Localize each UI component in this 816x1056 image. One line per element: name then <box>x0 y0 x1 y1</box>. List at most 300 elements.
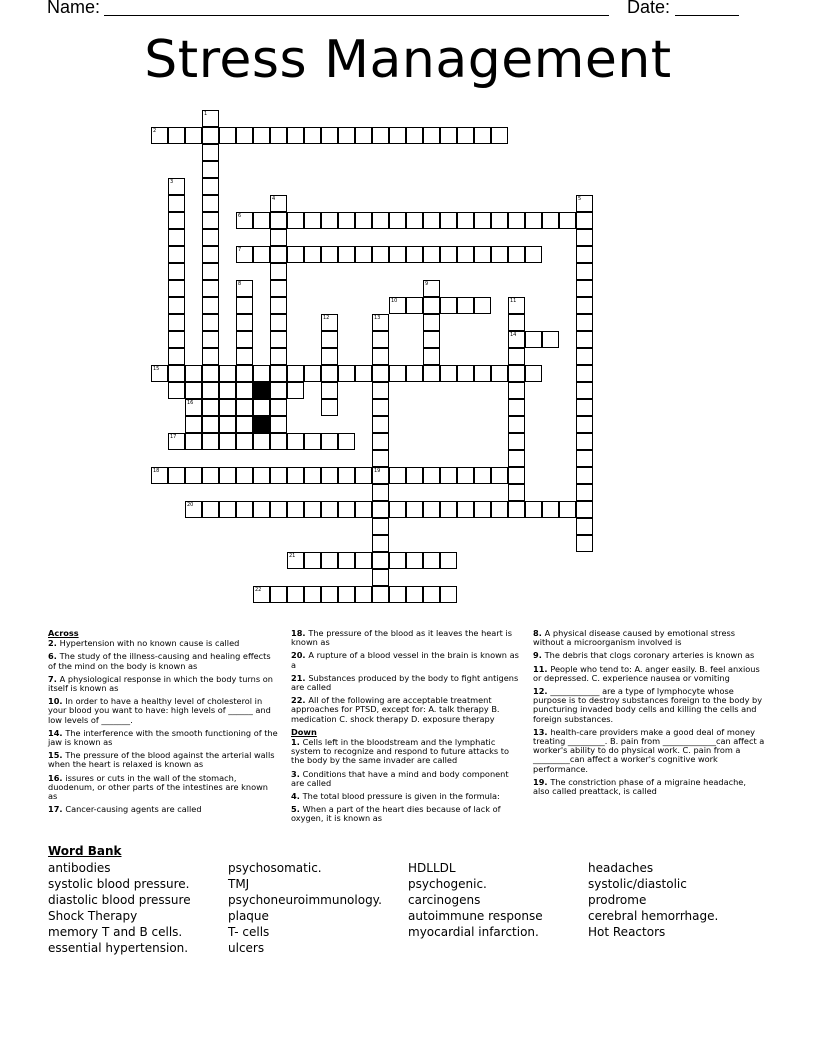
grid-cell[interactable] <box>321 467 338 484</box>
grid-cell[interactable] <box>406 467 423 484</box>
grid-cell[interactable] <box>168 263 185 280</box>
grid-cell[interactable] <box>304 501 321 518</box>
grid-cell[interactable] <box>423 365 440 382</box>
grid-cell[interactable] <box>406 501 423 518</box>
grid-cell[interactable] <box>236 501 253 518</box>
grid-cell[interactable] <box>355 127 372 144</box>
grid-cell[interactable] <box>202 382 219 399</box>
grid-cell[interactable] <box>321 382 338 399</box>
clue-number: 6. <box>48 651 60 662</box>
grid-cell[interactable] <box>440 297 457 314</box>
grid-cell[interactable] <box>389 246 406 263</box>
cell-number: 3 <box>170 179 174 185</box>
grid-cell[interactable] <box>440 212 457 229</box>
grid-cell[interactable] <box>270 127 287 144</box>
grid-cell[interactable] <box>253 212 270 229</box>
grid-cell[interactable] <box>202 365 219 382</box>
grid-cell[interactable] <box>508 365 525 382</box>
grid-cell[interactable] <box>219 399 236 416</box>
grid-cell[interactable] <box>202 331 219 348</box>
grid-cell[interactable] <box>508 484 525 501</box>
grid-cell[interactable] <box>321 433 338 450</box>
grid-cell[interactable] <box>440 586 457 603</box>
grid-cell[interactable] <box>168 195 185 212</box>
grid-cell[interactable] <box>270 348 287 365</box>
grid-cell[interactable] <box>270 433 287 450</box>
grid-cell[interactable] <box>287 501 304 518</box>
grid-cell[interactable] <box>355 365 372 382</box>
grid-cell[interactable] <box>440 467 457 484</box>
grid-cell[interactable] <box>372 365 389 382</box>
grid-cell[interactable] <box>304 467 321 484</box>
grid-cell[interactable] <box>576 348 593 365</box>
grid-cell[interactable] <box>185 416 202 433</box>
grid-cell[interactable] <box>542 501 559 518</box>
grid-cell[interactable] <box>202 195 219 212</box>
grid-cell[interactable] <box>253 586 270 603</box>
grid-cell[interactable] <box>508 382 525 399</box>
grid-cell[interactable] <box>508 399 525 416</box>
grid-cell[interactable] <box>185 382 202 399</box>
grid-cell[interactable] <box>219 127 236 144</box>
grid-cell[interactable] <box>151 127 168 144</box>
grid-cell[interactable] <box>389 501 406 518</box>
grid-cell[interactable] <box>270 586 287 603</box>
cell-number: 13 <box>374 315 381 321</box>
grid-cell[interactable] <box>270 246 287 263</box>
grid-cell[interactable] <box>236 331 253 348</box>
grid-cell[interactable] <box>423 501 440 518</box>
grid-cell[interactable] <box>253 365 270 382</box>
grid-cell[interactable] <box>338 127 355 144</box>
grid-cell[interactable] <box>202 229 219 246</box>
grid-cell[interactable] <box>406 586 423 603</box>
grid-cell[interactable] <box>508 331 525 348</box>
grid-cell[interactable] <box>389 467 406 484</box>
grid-cell[interactable] <box>372 586 389 603</box>
grid-cell[interactable] <box>508 501 525 518</box>
grid-cell[interactable] <box>338 586 355 603</box>
grid-cell[interactable] <box>372 467 389 484</box>
grid-cell[interactable] <box>202 501 219 518</box>
grid-cell[interactable] <box>576 416 593 433</box>
grid-cell[interactable] <box>576 518 593 535</box>
grid-cell[interactable] <box>508 297 525 314</box>
grid-cell[interactable] <box>168 348 185 365</box>
grid-cell[interactable] <box>236 382 253 399</box>
grid-cell[interactable] <box>321 365 338 382</box>
grid-cell[interactable] <box>168 433 185 450</box>
grid-cell[interactable] <box>270 314 287 331</box>
grid-cell[interactable] <box>372 127 389 144</box>
grid-cell[interactable] <box>457 365 474 382</box>
clue <box>48 805 278 814</box>
grid-cell[interactable] <box>338 433 355 450</box>
grid-cell[interactable] <box>576 484 593 501</box>
cell-number: 15 <box>153 366 160 372</box>
grid-cell[interactable] <box>525 365 542 382</box>
grid-cell[interactable] <box>406 365 423 382</box>
grid-cell[interactable] <box>423 212 440 229</box>
grid-cell[interactable] <box>372 501 389 518</box>
word-bank-item: psychogenic. <box>408 877 487 891</box>
grid-cell[interactable] <box>185 433 202 450</box>
grid-cell[interactable] <box>202 144 219 161</box>
grid-cell[interactable] <box>423 331 440 348</box>
grid-cell[interactable] <box>457 467 474 484</box>
clue-text: All of the following are acceptable treatment approaches for PTSD, except for: A. talk therapy B. medication C. shock therapy D. exposure therapy <box>291 695 500 724</box>
grid-cell[interactable] <box>525 246 542 263</box>
grid-cell[interactable] <box>168 467 185 484</box>
cell-number: 12 <box>323 315 330 321</box>
grid-cell[interactable] <box>491 212 508 229</box>
grid-cell[interactable] <box>508 246 525 263</box>
grid-cell[interactable] <box>508 212 525 229</box>
grid-cell[interactable] <box>202 399 219 416</box>
grid-cell[interactable] <box>338 501 355 518</box>
grid-cell[interactable] <box>423 127 440 144</box>
grid-cell[interactable] <box>559 501 576 518</box>
grid-cell[interactable] <box>389 586 406 603</box>
grid-cell[interactable] <box>372 212 389 229</box>
grid-cell[interactable] <box>304 365 321 382</box>
grid-cell[interactable] <box>372 416 389 433</box>
grid-cell[interactable] <box>304 246 321 263</box>
grid-cell[interactable] <box>355 246 372 263</box>
grid-cell[interactable] <box>406 127 423 144</box>
grid-cell[interactable] <box>372 399 389 416</box>
grid-cell[interactable] <box>270 416 287 433</box>
word-bank-item: myocardial infarction. <box>408 925 539 939</box>
grid-cell[interactable] <box>576 331 593 348</box>
grid-cell[interactable] <box>474 365 491 382</box>
grid-cell[interactable] <box>321 552 338 569</box>
grid-cell[interactable] <box>236 433 253 450</box>
grid-cell[interactable] <box>304 127 321 144</box>
grid-cell[interactable] <box>355 552 372 569</box>
grid-cell[interactable] <box>270 297 287 314</box>
grid-cell[interactable] <box>474 246 491 263</box>
grid-cell[interactable] <box>236 348 253 365</box>
grid-cell[interactable] <box>338 212 355 229</box>
clue-text: Hypertension with no known cause is called <box>59 638 240 649</box>
grid-cell[interactable] <box>304 212 321 229</box>
grid-cell[interactable] <box>372 552 389 569</box>
grid-cell[interactable] <box>219 467 236 484</box>
grid-cell[interactable] <box>321 127 338 144</box>
clue-number: 1. <box>291 737 303 748</box>
grid-cell[interactable] <box>321 246 338 263</box>
grid-cell[interactable] <box>168 314 185 331</box>
grid-cell[interactable] <box>168 246 185 263</box>
grid-cell[interactable] <box>270 229 287 246</box>
grid-cell[interactable] <box>287 246 304 263</box>
grid-cell[interactable] <box>287 467 304 484</box>
grid-cell[interactable] <box>202 348 219 365</box>
grid-cell[interactable] <box>576 195 593 212</box>
grid-cell[interactable] <box>236 467 253 484</box>
grid-cell[interactable] <box>576 450 593 467</box>
grid-cell[interactable] <box>474 212 491 229</box>
grid-cell[interactable] <box>253 246 270 263</box>
grid-cell[interactable] <box>236 365 253 382</box>
grid-cell[interactable] <box>185 127 202 144</box>
grid-cell[interactable] <box>389 297 406 314</box>
grid-cell[interactable] <box>338 467 355 484</box>
grid-cell[interactable] <box>202 178 219 195</box>
grid-cell[interactable] <box>321 501 338 518</box>
grid-cell[interactable] <box>372 314 389 331</box>
grid-cell[interactable] <box>576 314 593 331</box>
grid-cell[interactable] <box>389 552 406 569</box>
grid-cell[interactable] <box>253 467 270 484</box>
grid-cell[interactable] <box>202 246 219 263</box>
grid-cell[interactable] <box>168 212 185 229</box>
grid-cell[interactable] <box>304 552 321 569</box>
grid-cell[interactable] <box>576 229 593 246</box>
grid-cell[interactable] <box>423 467 440 484</box>
grid-cell[interactable] <box>202 212 219 229</box>
grid-cell[interactable] <box>202 127 219 144</box>
clue <box>291 696 523 724</box>
grid-cell[interactable] <box>185 365 202 382</box>
grid-cell[interactable] <box>185 467 202 484</box>
grid-cell[interactable] <box>525 212 542 229</box>
clue-heading: Down <box>291 726 317 737</box>
grid-cell[interactable] <box>338 246 355 263</box>
grid-cell[interactable] <box>372 450 389 467</box>
grid-cell[interactable] <box>151 467 168 484</box>
grid-cell[interactable] <box>372 484 389 501</box>
grid-cell[interactable] <box>542 331 559 348</box>
grid-cell[interactable] <box>219 382 236 399</box>
grid-cell[interactable] <box>508 416 525 433</box>
grid-cell[interactable] <box>236 314 253 331</box>
grid-cell[interactable] <box>338 552 355 569</box>
grid-cell[interactable] <box>287 552 304 569</box>
word-bank-item: psychoneuroimmunology. <box>228 893 382 907</box>
grid-cell[interactable] <box>576 399 593 416</box>
word-bank-item: diastolic blood pressure <box>48 893 191 907</box>
grid-cell[interactable] <box>389 127 406 144</box>
grid-cell[interactable] <box>372 348 389 365</box>
grid-cell[interactable] <box>457 246 474 263</box>
grid-cell[interactable] <box>576 263 593 280</box>
grid-cell[interactable] <box>168 365 185 382</box>
grid-cell[interactable] <box>270 382 287 399</box>
grid-cell[interactable] <box>287 365 304 382</box>
grid-cell[interactable] <box>270 195 287 212</box>
grid-cell[interactable] <box>202 263 219 280</box>
grid-cell[interactable] <box>423 246 440 263</box>
grid-cell[interactable] <box>236 246 253 263</box>
grid-cell[interactable] <box>236 127 253 144</box>
grid-cell[interactable] <box>525 331 542 348</box>
grid-cell[interactable] <box>508 450 525 467</box>
grid-cell[interactable] <box>423 280 440 297</box>
word-bank-column-2 <box>228 860 382 956</box>
grid-cell[interactable] <box>423 314 440 331</box>
grid-cell[interactable] <box>287 212 304 229</box>
grid-cell[interactable] <box>372 246 389 263</box>
grid-cell[interactable] <box>559 212 576 229</box>
grid-cell[interactable] <box>219 433 236 450</box>
grid-cell[interactable] <box>321 348 338 365</box>
grid-cell[interactable] <box>321 314 338 331</box>
grid-cell[interactable] <box>457 297 474 314</box>
grid-cell[interactable] <box>355 212 372 229</box>
clue <box>533 778 765 796</box>
grid-cell[interactable] <box>474 501 491 518</box>
clue-text: The total blood pressure is given in the formula: <box>302 791 500 802</box>
grid-cell[interactable] <box>508 348 525 365</box>
grid-cell[interactable] <box>270 501 287 518</box>
grid-cell[interactable] <box>168 229 185 246</box>
grid-cell[interactable] <box>253 433 270 450</box>
grid-cell[interactable] <box>202 280 219 297</box>
grid-cell[interactable] <box>372 433 389 450</box>
clue-text: ____________ are a type of lymphocyte whose purpose is to destroy substances foreign to the body by puncturing invaded body cells and killing the cells and foreign substances. <box>533 686 763 724</box>
grid-cell[interactable] <box>270 263 287 280</box>
grid-cell[interactable] <box>304 433 321 450</box>
grid-cell[interactable] <box>406 297 423 314</box>
grid-cell[interactable] <box>185 501 202 518</box>
grid-cell[interactable] <box>202 416 219 433</box>
grid-cell[interactable] <box>389 212 406 229</box>
grid-cell[interactable] <box>202 314 219 331</box>
grid-cell[interactable] <box>270 467 287 484</box>
grid-cell[interactable] <box>202 433 219 450</box>
grid-cell[interactable] <box>576 433 593 450</box>
grid-cell[interactable] <box>576 297 593 314</box>
grid-cell[interactable] <box>168 178 185 195</box>
grid-cell[interactable] <box>423 586 440 603</box>
grid-cell[interactable] <box>270 280 287 297</box>
grid-cell[interactable] <box>508 433 525 450</box>
grid-cell[interactable] <box>270 365 287 382</box>
grid-cell[interactable] <box>355 467 372 484</box>
grid-cell[interactable] <box>236 416 253 433</box>
grid-cell[interactable] <box>236 399 253 416</box>
grid-cell[interactable] <box>389 365 406 382</box>
grid-cell[interactable] <box>576 280 593 297</box>
grid-cell[interactable] <box>423 348 440 365</box>
grid-cell[interactable] <box>423 552 440 569</box>
grid-cell[interactable] <box>151 365 168 382</box>
grid-cell[interactable] <box>270 331 287 348</box>
grid-cell[interactable] <box>457 501 474 518</box>
grid-cell[interactable] <box>576 535 593 552</box>
grid-cell[interactable] <box>491 246 508 263</box>
grid-cell[interactable] <box>423 297 440 314</box>
grid-cell[interactable] <box>372 535 389 552</box>
grid-cell[interactable] <box>372 331 389 348</box>
grid-cell[interactable] <box>576 501 593 518</box>
word-bank-item: Shock Therapy <box>48 909 138 923</box>
grid-cell[interactable] <box>440 365 457 382</box>
grid-cell[interactable] <box>457 127 474 144</box>
grid-cell[interactable] <box>576 212 593 229</box>
grid-cell[interactable] <box>508 314 525 331</box>
grid-cell[interactable] <box>491 365 508 382</box>
grid-cell[interactable] <box>576 365 593 382</box>
grid-cell[interactable] <box>406 246 423 263</box>
grid-cell[interactable] <box>491 467 508 484</box>
grid-cell[interactable] <box>287 127 304 144</box>
grid-cell[interactable] <box>202 110 219 127</box>
grid-cell[interactable] <box>236 280 253 297</box>
grid-cell[interactable] <box>168 280 185 297</box>
grid-cell[interactable] <box>542 212 559 229</box>
grid-cell[interactable] <box>236 212 253 229</box>
grid-cell[interactable] <box>406 212 423 229</box>
grid-cell[interactable] <box>168 382 185 399</box>
grid-cell[interactable] <box>287 433 304 450</box>
grid-cell[interactable] <box>474 297 491 314</box>
grid-cell[interactable] <box>236 297 253 314</box>
grid-cell[interactable] <box>372 518 389 535</box>
grid-cell[interactable] <box>270 399 287 416</box>
grid-cell[interactable] <box>491 127 508 144</box>
grid-cell[interactable] <box>355 586 372 603</box>
grid-cell[interactable] <box>321 331 338 348</box>
clue-number: 3. <box>291 768 303 779</box>
grid-cell[interactable] <box>355 501 372 518</box>
clue-number: 10. <box>48 696 66 707</box>
grid-cell[interactable] <box>372 382 389 399</box>
grid-cell[interactable] <box>440 127 457 144</box>
grid-cell[interactable] <box>474 467 491 484</box>
grid-cell[interactable] <box>168 127 185 144</box>
grid-cell[interactable] <box>219 416 236 433</box>
grid-cell[interactable] <box>474 127 491 144</box>
grid-cell[interactable] <box>287 382 304 399</box>
grid-cell[interactable] <box>491 501 508 518</box>
grid-cell[interactable] <box>270 212 287 229</box>
grid-cell[interactable] <box>338 365 355 382</box>
grid-cell[interactable] <box>321 399 338 416</box>
grid-cell[interactable] <box>321 586 338 603</box>
grid-cell[interactable] <box>304 586 321 603</box>
grid-cell[interactable] <box>202 161 219 178</box>
grid-cell[interactable] <box>440 501 457 518</box>
word-bank-item: autoimmune response <box>408 909 543 923</box>
grid-cell[interactable] <box>372 569 389 586</box>
grid-cell[interactable] <box>219 365 236 382</box>
grid-cell[interactable] <box>440 552 457 569</box>
grid-cell[interactable] <box>202 297 219 314</box>
grid-cell[interactable] <box>253 501 270 518</box>
grid-cell[interactable] <box>287 586 304 603</box>
grid-cell[interactable] <box>576 467 593 484</box>
grid-cell[interactable] <box>185 399 202 416</box>
grid-cell[interactable] <box>576 382 593 399</box>
grid-cell[interactable] <box>219 501 236 518</box>
grid-cell[interactable] <box>253 399 270 416</box>
grid-cell[interactable] <box>202 467 219 484</box>
grid-cell[interactable] <box>508 467 525 484</box>
grid-cell[interactable] <box>168 331 185 348</box>
grid-cell[interactable] <box>253 127 270 144</box>
grid-cell[interactable] <box>321 212 338 229</box>
grid-cell[interactable] <box>406 552 423 569</box>
grid-cell[interactable] <box>457 212 474 229</box>
clue-text: The debris that clogs coronary arteries is known as <box>544 650 755 661</box>
grid-cell[interactable] <box>168 297 185 314</box>
grid-cell[interactable] <box>576 246 593 263</box>
grid-cell[interactable] <box>525 501 542 518</box>
grid-cell[interactable] <box>440 246 457 263</box>
